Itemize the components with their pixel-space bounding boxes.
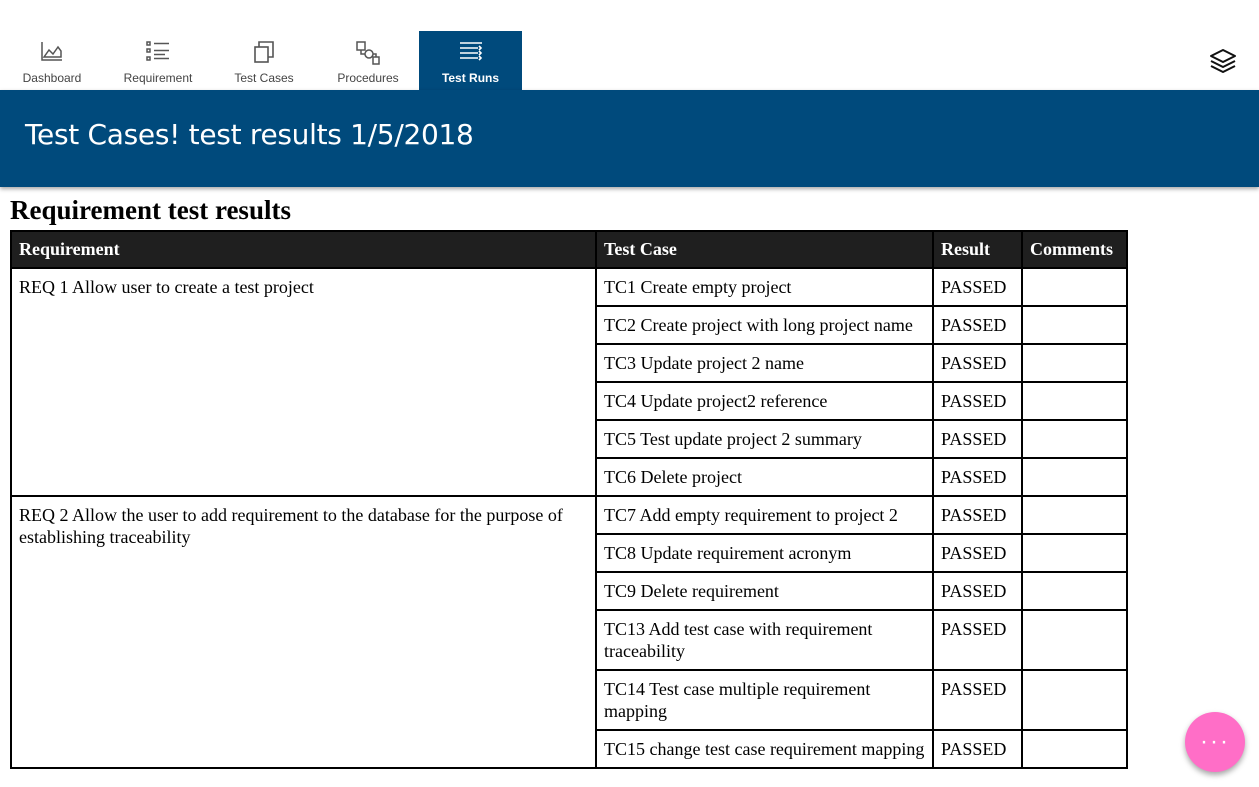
table-header-row bbox=[11, 231, 1127, 268]
nav-test-cases[interactable] bbox=[226, 31, 302, 90]
more-actions-button[interactable] bbox=[1185, 712, 1245, 772]
column-header-requirement: Requirement bbox=[11, 231, 596, 268]
column-header-comments: Comments bbox=[1022, 231, 1127, 268]
nav-test-runs[interactable] bbox=[419, 31, 522, 90]
test-case-cell: TC7 Add empty requirement to project 2 bbox=[596, 496, 933, 534]
test-runs-icon bbox=[458, 40, 484, 70]
result-cell: PASSED bbox=[933, 610, 1022, 670]
report bbox=[10, 194, 1128, 769]
comment-cell bbox=[1022, 572, 1127, 610]
test-case-cell: TC8 Update requirement acronym bbox=[596, 534, 933, 572]
nav-test-runs-label: Test Runs bbox=[441, 71, 500, 85]
result-cell: PASSED bbox=[933, 496, 1022, 534]
test-case-cell: TC15 change test case requirement mapping bbox=[596, 730, 933, 768]
nav-requirement[interactable] bbox=[114, 31, 202, 90]
column-header-test-case: Test Case bbox=[596, 231, 933, 268]
result-cell: PASSED bbox=[933, 382, 1022, 420]
comment-cell bbox=[1022, 534, 1127, 572]
nav-dashboard[interactable] bbox=[14, 31, 90, 90]
page-header bbox=[0, 90, 1259, 187]
result-cell: PASSED bbox=[933, 572, 1022, 610]
test-case-cell: TC14 Test case multiple requirement mapping bbox=[596, 670, 933, 730]
requirement-cell: REQ 2 Allow the user to add requirement to the database for the purpose of establishing traceability bbox=[11, 496, 596, 768]
nav-dashboard-label: Dashboard bbox=[22, 71, 82, 85]
chart-icon bbox=[40, 40, 64, 70]
nav-test-cases-label: Test Cases bbox=[234, 71, 294, 85]
comment-cell bbox=[1022, 306, 1127, 344]
nav-procedures-label: Procedures bbox=[337, 71, 399, 85]
result-cell: PASSED bbox=[933, 730, 1022, 768]
report-title: Requirement test results bbox=[10, 195, 291, 225]
test-case-cell: TC13 Add test case with requirement traceability bbox=[596, 610, 933, 670]
test-case-cell: TC5 Test update project 2 summary bbox=[596, 420, 933, 458]
result-cell: PASSED bbox=[933, 306, 1022, 344]
more-icon: ··· bbox=[1200, 728, 1230, 755]
result-cell: PASSED bbox=[933, 420, 1022, 458]
test-case-cell: TC9 Delete requirement bbox=[596, 572, 933, 610]
test-case-cell: TC3 Update project 2 name bbox=[596, 344, 933, 382]
comment-cell bbox=[1022, 344, 1127, 382]
result-cell: PASSED bbox=[933, 458, 1022, 496]
comment-cell bbox=[1022, 268, 1127, 306]
table-row bbox=[11, 268, 1127, 306]
column-header-result: Result bbox=[933, 231, 1022, 268]
top-navigation bbox=[0, 0, 1259, 90]
layers-icon[interactable] bbox=[1209, 48, 1237, 74]
comment-cell bbox=[1022, 496, 1127, 534]
requirement-cell: REQ 1 Allow user to create a test project bbox=[11, 268, 596, 496]
table-row bbox=[11, 496, 1127, 534]
comment-cell bbox=[1022, 610, 1127, 670]
comment-cell bbox=[1022, 730, 1127, 768]
result-cell: PASSED bbox=[933, 268, 1022, 306]
nav-requirement-label: Requirement bbox=[123, 71, 193, 85]
test-case-cell: TC4 Update project2 reference bbox=[596, 382, 933, 420]
test-case-cell: TC6 Delete project bbox=[596, 458, 933, 496]
test-case-cell: TC2 Create project with long project name bbox=[596, 306, 933, 344]
flow-icon bbox=[355, 40, 381, 70]
test-case-cell: TC1 Create empty project bbox=[596, 268, 933, 306]
result-cell: PASSED bbox=[933, 670, 1022, 730]
result-cell: PASSED bbox=[933, 534, 1022, 572]
comment-cell bbox=[1022, 420, 1127, 458]
copy-icon bbox=[252, 40, 276, 70]
comment-cell bbox=[1022, 382, 1127, 420]
comment-cell bbox=[1022, 458, 1127, 496]
page-title: Test Cases! test results 1/5/2018 bbox=[25, 118, 474, 151]
nav-procedures[interactable] bbox=[328, 31, 408, 90]
results-table bbox=[10, 230, 1128, 769]
list-icon bbox=[145, 40, 171, 70]
results-body bbox=[11, 268, 1127, 768]
comment-cell bbox=[1022, 670, 1127, 730]
result-cell: PASSED bbox=[933, 344, 1022, 382]
